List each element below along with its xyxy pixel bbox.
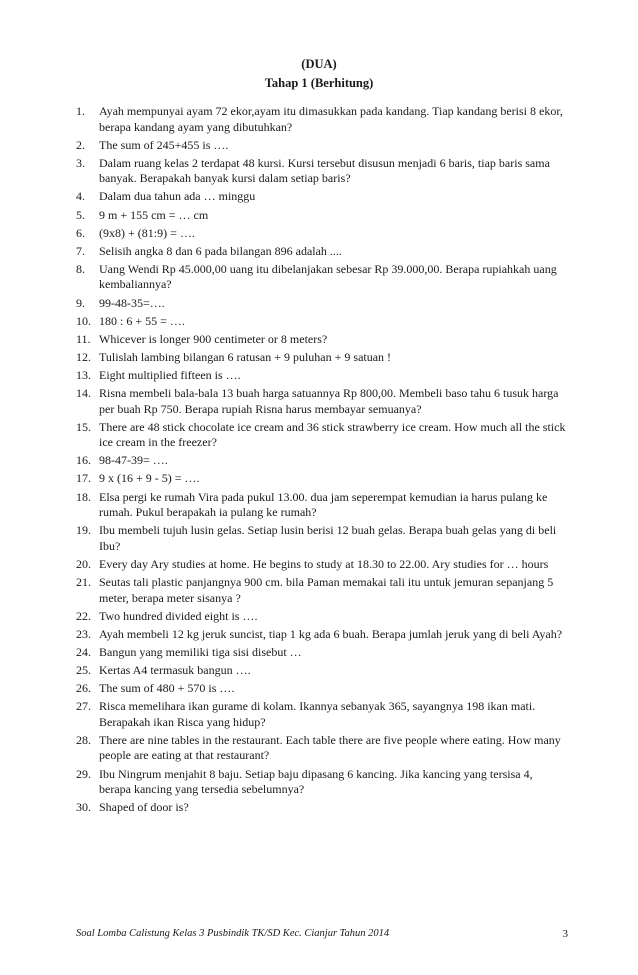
question-text: Two hundred divided eight is …. — [99, 608, 258, 623]
question-number: 15. — [76, 419, 91, 434]
question-item — [76, 453, 566, 469]
question-text: Ibu Ningrum menjahit 8 baju. Setiap baju dipasang 6 kancing. Jika kancing yang tersisa 4, berapa kancing yang tersedia sebelumnya? — [99, 766, 533, 797]
question-list — [76, 104, 566, 818]
question-number: 8. — [76, 261, 85, 276]
question-text: (9x8) + (81:9) = …. — [99, 225, 195, 240]
question-number: 22. — [76, 608, 91, 623]
question-text: 180 : 6 + 55 = …. — [99, 313, 185, 328]
question-item — [76, 490, 566, 521]
question-item — [76, 733, 566, 764]
question-item — [76, 557, 566, 573]
question-item — [76, 645, 566, 661]
question-number: 20. — [76, 556, 91, 571]
question-text: The sum of 245+455 is …. — [99, 137, 229, 152]
question-number: 6. — [76, 225, 85, 240]
question-item — [76, 575, 566, 606]
question-number: 4. — [76, 189, 85, 204]
question-number: 24. — [76, 644, 91, 659]
page-number: 3 — [562, 928, 568, 940]
question-text: Risna membeli bala-bala 13 buah harga satuannya Rp 800,00. Membeli baso tahu 6 tusuk harga per buah Rp 750. Berapa rupiah Risna harus membayar semuanya? — [99, 386, 559, 416]
question-item — [76, 523, 566, 554]
question-number: 13. — [76, 367, 91, 382]
question-number: 3. — [76, 155, 85, 170]
question-item — [76, 314, 566, 330]
question-text: Seutas tali plastic panjangnya 900 cm. bila Paman memakai tali itu untuk jemuran sepanjang 5 meter, berapa meter sisanya ? — [99, 575, 554, 605]
question-number: 27. — [76, 699, 91, 714]
question-item — [76, 368, 566, 384]
question-number: 5. — [76, 207, 85, 222]
document-title: (DUA) — [301, 57, 337, 71]
question-text: 9 x (16 + 9 - 5) = …. — [99, 471, 200, 486]
question-item — [76, 663, 566, 679]
question-text: Every day Ary studies at home. He begins to study at 18.30 to 22.00. Ary studies for … hours — [99, 556, 549, 571]
question-number: 17. — [76, 471, 91, 486]
question-text: Shaped of door is? — [99, 800, 189, 815]
question-number: 2. — [76, 137, 85, 152]
question-number: 11. — [76, 331, 91, 346]
question-text: Elsa pergi ke rumah Vira pada pukul 13.00. dua jam seperempat kemudian ia harus pulang ke rumah. Pukul berapakah ia pulang ke rumah? — [99, 489, 548, 520]
question-item — [76, 627, 566, 643]
question-text: Eight multiplied fifteen is …. — [99, 367, 241, 382]
question-number: 19. — [76, 523, 91, 538]
question-item — [76, 104, 566, 135]
question-text: Whicever is longer 900 centimeter or 8 meters? — [99, 331, 328, 346]
question-text: Dalam dua tahun ada … minggu — [99, 189, 256, 204]
question-text: 99-48-35=…. — [99, 295, 165, 310]
question-text: 9 m + 155 cm = … cm — [99, 207, 209, 222]
question-item — [76, 296, 566, 312]
question-item — [76, 681, 566, 697]
question-item — [76, 800, 566, 816]
page-footer — [76, 928, 568, 939]
question-text: Selisih angka 8 dan 6 pada bilangan 896 adalah .... — [99, 243, 342, 258]
question-number: 28. — [76, 732, 91, 747]
question-text: Ayah membeli 12 kg jeruk suncist, tiap 1 kg ada 6 buah. Berapa jumlah jeruk yang di beli Ayah? — [99, 626, 563, 641]
question-number: 23. — [76, 626, 91, 641]
question-item — [76, 262, 566, 293]
question-number: 16. — [76, 453, 91, 468]
question-text: Bangun yang memiliki tiga sisi disebut … — [99, 644, 302, 659]
question-item — [76, 332, 566, 348]
question-number: 30. — [76, 800, 91, 815]
question-item — [76, 386, 566, 417]
question-text: Ayah mempunyai ayam 72 ekor,ayam itu dimasukkan pada kandang. Tiap kandang berisi 8 ekor, berapa kandang ayam yang dibutuhkan? — [99, 104, 563, 134]
question-item — [76, 420, 566, 451]
question-item — [76, 471, 566, 487]
question-item — [76, 208, 566, 224]
question-item — [76, 189, 566, 205]
question-item — [76, 699, 566, 730]
question-number: 29. — [76, 766, 91, 781]
question-item — [76, 244, 566, 260]
question-number: 1. — [76, 104, 85, 118]
question-text: The sum of 480 + 570 is …. — [99, 681, 235, 696]
question-text: There are nine tables in the restaurant. Each table there are five people where eating. How many people are eating at that restaurant? — [99, 732, 561, 763]
question-number: 7. — [76, 243, 85, 258]
question-item — [76, 609, 566, 625]
question-text: Uang Wendi Rp 45.000,00 uang itu dibelanjakan sebesar Rp 39.000,00. Berapa rupiahkah uang kembaliannya? — [99, 261, 557, 292]
question-number: 9. — [76, 295, 85, 310]
question-number: 26. — [76, 681, 91, 696]
question-number: 25. — [76, 663, 91, 677]
question-number: 10. — [76, 313, 91, 328]
question-item — [76, 138, 566, 154]
question-item — [76, 226, 566, 242]
question-text: Kertas A4 termasuk bangun …. — [99, 663, 251, 677]
question-text: Tulislah lambing bilangan 6 ratusan + 9 puluhan + 9 satuan ! — [99, 349, 392, 364]
question-number: 12. — [76, 349, 91, 364]
question-item — [76, 156, 566, 187]
question-number: 21. — [76, 575, 91, 590]
question-item — [76, 350, 566, 366]
question-text: There are 48 stick chocolate ice cream and 36 stick strawberry ice cream. How much all the stick ice cream in the freezer? — [99, 419, 566, 450]
question-text: Risca memelihara ikan gurame di kolam. Ikannya sebanyak 365, sayangnya 198 ikan mati. Berapakah ikan Risca yang hidup? — [99, 699, 536, 729]
footer-text: Soal Lomba Calistung Kelas 3 Pusbindik TK/SD Kec. Cianjur Tahun 2014 — [76, 928, 390, 939]
question-text: Ibu membeli tujuh lusin gelas. Setiap lusin berisi 12 buah gelas. Berapa buah gelas yang di beli Ibu? — [99, 523, 557, 553]
question-number: 18. — [76, 489, 91, 504]
question-text: Dalam ruang kelas 2 terdapat 48 kursi. Kursi tersebut disusun menjadi 6 baris, tiap baris sama banyak. Berapakah banyak kursi dalam setiap baris? — [99, 155, 550, 186]
question-number: 14. — [76, 386, 91, 400]
question-text: 98-47-39= …. — [99, 453, 168, 468]
section-heading: Tahap 1 (Berhitung) — [264, 76, 374, 90]
question-item — [76, 767, 566, 798]
